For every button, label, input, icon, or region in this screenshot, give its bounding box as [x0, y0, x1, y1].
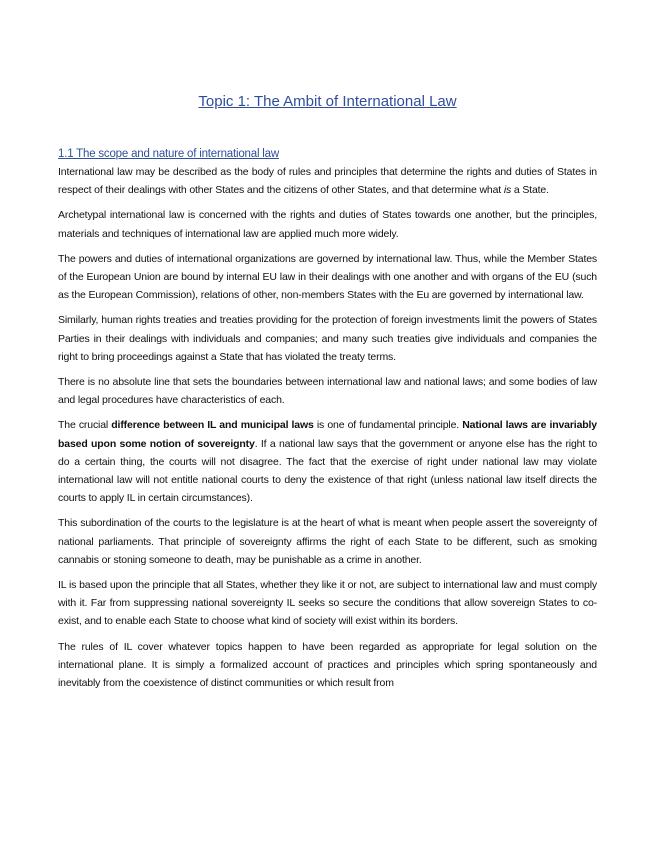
paragraph-1-italic: is [503, 184, 512, 197]
paragraph-5: There is no absolute line that sets the boundaries between international law and national laws; and some bodies of law and legal procedures have characteristics of each. [58, 376, 597, 407]
paragraph-6-bold-1: difference between IL and municipal laws [111, 419, 314, 432]
paragraph-8: IL is based upon the principle that all States, whether they like it or not, are subject to international law and must comply with it. Far from suppressing national sovereignty IL seeks so secure the conditions that allow sovereign States to co-exist, and to enable each State to choose what kind of society will exist within its borders. [58, 579, 597, 628]
paragraph-6-text-3: . If a national law says that the government or anyone else has the right to do a certain thing, the courts will not disagree. The fact that the exercise of right under national law may violate international law will not entitle national courts to deny the existence of that right (unless national law itself directs the courts to apply IL in certain circumstances). [58, 437, 598, 505]
page-title: Topic 1: The Ambit of International Law [198, 93, 457, 110]
paragraph-3: The powers and duties of international organizations are governed by international law. Thus, while the Member States of the European Union are bound by internal EU law in their dealings with one another and with organs of the EU (such as the European Commission), relations of other, non-members States with the Eu are governed by international law. [58, 252, 597, 302]
paragraph-2: Archetypal international law is concerned with the rights and duties of States towards one another, but the principles, materials and techniques of international law are applied much more widely. [58, 209, 597, 240]
paragraph-9: The rules of IL cover whatever topics happen to have been regarded as appropriate for legal solution on the international plane. It is simply a formalized account of practices and principles which spring spontaneously and inevitably from the coexistence of distinct communities or which result from [58, 640, 597, 690]
document-page [58, 92, 597, 699]
paragraph-6-bold-2: National laws are invariably based upon some notion of sovereignty [58, 419, 597, 450]
paragraph-1-text: International law may be described as the body of rules and principles that determine the rights and duties of States in respect of their dealings with other States and the citizens of other States, and that determine what [58, 166, 597, 197]
paragraph-7: This subordination of the courts to the legislature is at the heart of what is meant when people assert the sovereignty of national parliaments. That principle of sovereignty affirms the right of each State to be different, such as smoking cannabis or stoning someone to death, may be punishable as a crime in another. [58, 517, 597, 566]
paragraph-6-text-2: is one of fundamental principle. [313, 419, 463, 432]
paragraph-6-text: The crucial [58, 419, 112, 432]
paragraph-1 [58, 163, 597, 199]
paragraph-4: Similarly, human rights treaties and treaties providing for the protection of foreign investments limit the powers of States Parties in their dealings with individuals and companies; and many such treaties give individuals and companies the right to bring proceedings against a State that has violated the treaty terms. [58, 314, 597, 363]
paragraph-1-text-end: a State. [511, 184, 549, 197]
paragraph-6 [58, 416, 597, 507]
section-heading: 1.1 The scope and nature of international law [58, 148, 279, 160]
